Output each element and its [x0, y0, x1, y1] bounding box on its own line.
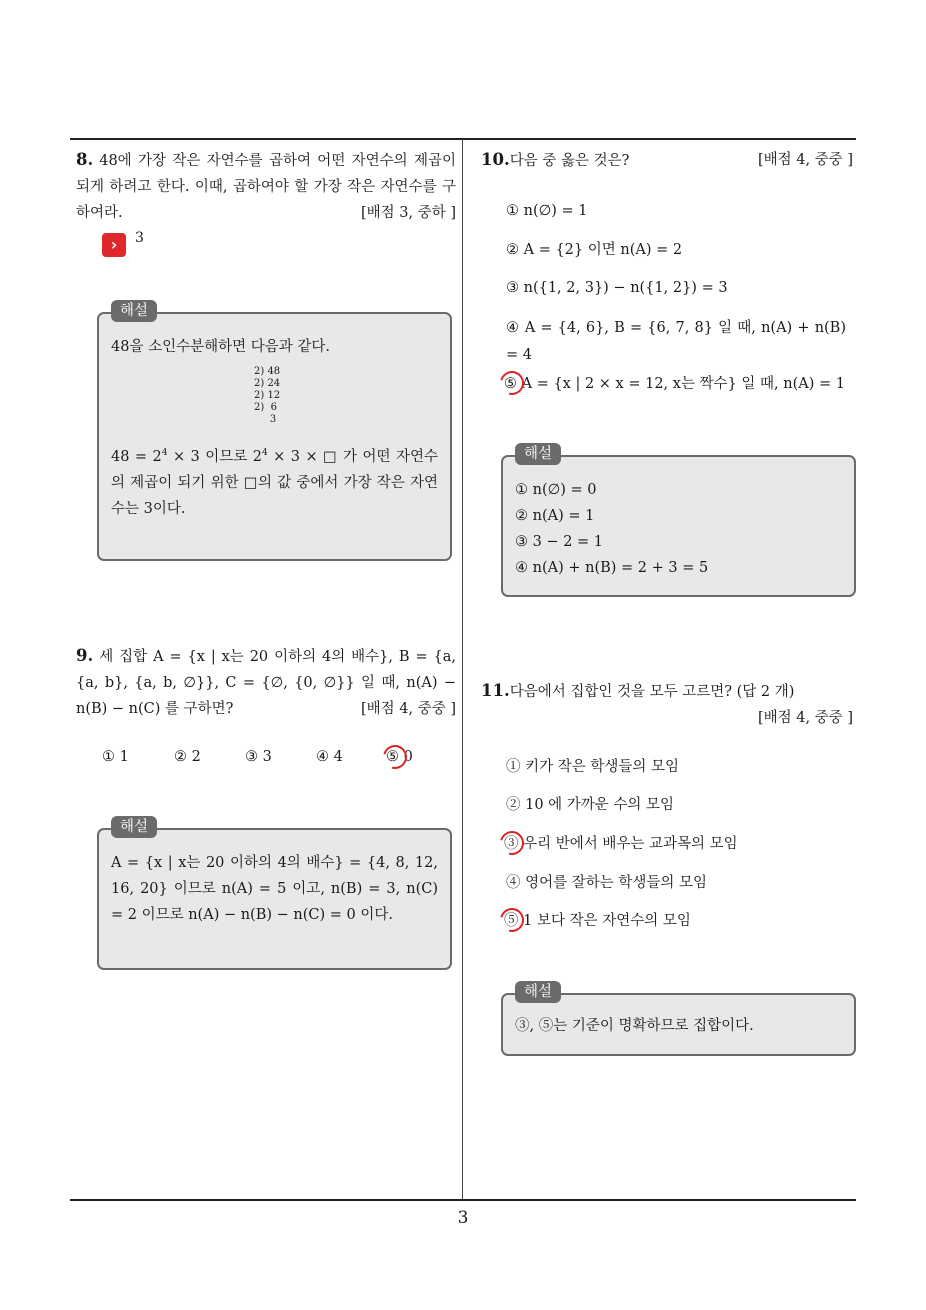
option-4[interactable]: ④ 영어를 잘하는 학생들의 모임 — [506, 875, 708, 891]
option-1[interactable]: ① n(∅) = 1 — [506, 203, 588, 219]
division-row: 2) 6 — [254, 402, 277, 413]
option-2[interactable]: ② 2 — [174, 749, 201, 765]
question-number: 9. — [76, 646, 94, 665]
score-label: [배점 4, 중중 ] — [360, 701, 456, 717]
division-row: 2) 24 — [254, 378, 281, 389]
prime-division — [254, 366, 438, 426]
solution-text — [111, 440, 438, 522]
option-4[interactable]: ④ 4 — [316, 749, 343, 765]
division-row: 2) 12 — [254, 390, 281, 401]
question-text: 다음에서 집합인 것을 모두 고르면? (답 2 개) — [509, 684, 795, 700]
option-1[interactable]: ① 키가 작은 학생들의 모임 — [506, 759, 680, 775]
solution-line: ④ n(A) + n(B) = 2 + 3 = 5 — [515, 560, 709, 576]
solution-tab: 해설 — [515, 443, 561, 465]
option-4[interactable]: ④ A = {4, 6}, B = {6, 7, 8} 일 때, n(A) + n(B) = 4 — [506, 320, 846, 363]
option-3[interactable]: ③ 우리 반에서 배우는 교과목의 모임 — [504, 836, 738, 852]
question-10 — [481, 147, 853, 174]
exponent: 4 — [161, 448, 168, 458]
option-5[interactable]: ⑤ A = {x | 2 × x = 12, x는 짝수} 일 때, n(A) = 1 — [504, 376, 845, 392]
solution-tab: 해설 — [515, 981, 561, 1003]
option-3[interactable]: ③ n({1, 2, 3}) − n({1, 2}) = 3 — [506, 280, 728, 296]
option-2[interactable]: ② A = {2} 이면 n(A) = 2 — [506, 242, 683, 258]
solution-part: × 3 이므로 2 — [167, 448, 262, 465]
option-5[interactable]: ⑤ 0 — [386, 749, 413, 765]
solution-box-9 — [97, 819, 452, 970]
division-row: 2) 48 — [254, 366, 281, 377]
exponent: 4 — [261, 448, 268, 458]
option-2[interactable]: ② 10 에 가까운 수의 모임 — [506, 797, 675, 813]
answer-arrow-icon: › — [102, 233, 126, 257]
question-text: 다음 중 옳은 것은? — [509, 153, 630, 169]
division-row: 3 — [254, 414, 277, 425]
solution-tab: 해설 — [111, 300, 157, 322]
option-1[interactable]: ① 1 — [102, 749, 129, 765]
solution-tab: 해설 — [111, 816, 157, 838]
score-label: [배점 3, 중하 ] — [360, 205, 456, 221]
solution-line: 48을 소인수분해하면 다음과 같다. — [111, 339, 330, 355]
column-divider — [462, 139, 463, 1200]
solution-line: ① n(∅) = 0 — [515, 482, 597, 498]
score-label: [배점 4, 중중 ] — [757, 152, 853, 168]
solution-part: × 3 × □ 가 어떤 자연수의 제곱이 되기 위한 □의 값 중에서 가장 작은 자연수는 3이다. — [111, 448, 439, 517]
page-number: 3 — [457, 1208, 469, 1228]
option-3[interactable]: ③ 3 — [245, 749, 272, 765]
question-text: 48에 가장 작은 자연수를 곱하여 어떤 자연수의 제곱이 되게 하려고 한다. 이때, 곱하여야 할 가장 작은 자연수를 구하여라. — [76, 153, 456, 221]
score-label: [배점 4, 중중 ] — [757, 710, 853, 726]
solution-box-10 — [501, 446, 856, 597]
solution-line: ② n(A) = 1 — [515, 508, 595, 524]
question-11 — [481, 678, 853, 731]
option-5[interactable]: ⑤ 1 보다 작은 자연수의 모임 — [504, 913, 691, 929]
solution-box-8 — [97, 303, 452, 561]
question-9 — [76, 643, 456, 722]
solution-line: ③ 3 − 2 = 1 — [515, 534, 604, 550]
top-rule — [70, 138, 856, 140]
bottom-rule — [70, 1199, 856, 1201]
solution-text: ③, ⑤는 기준이 명확하므로 집합이다. — [515, 1018, 754, 1034]
question-number: 10. — [481, 150, 510, 169]
question-number: 8. — [76, 150, 94, 169]
answer-value: 3 — [135, 230, 144, 246]
solution-text: A = {x | x는 20 이하의 4의 배수} = {4, 8, 12, 16, 20} 이므로 n(A) = 5 이고, n(B) = 3, n(C) = 2 이므로 n(A) − n(B) − n(C) = 0 이다. — [111, 855, 438, 923]
question-number: 11. — [481, 681, 510, 700]
question-8 — [76, 147, 456, 226]
solution-part: 48 = 2 — [111, 448, 162, 465]
question-text: 세 집합 A = {x | x는 20 이하의 4의 배수}, B = {a, {a, b}, {a, b, ∅}}, C = {∅, {0, ∅}} 일 때, n(A) − n(B) − n(C) 를 구하면? — [76, 649, 456, 717]
solution-box-11 — [501, 984, 856, 1056]
